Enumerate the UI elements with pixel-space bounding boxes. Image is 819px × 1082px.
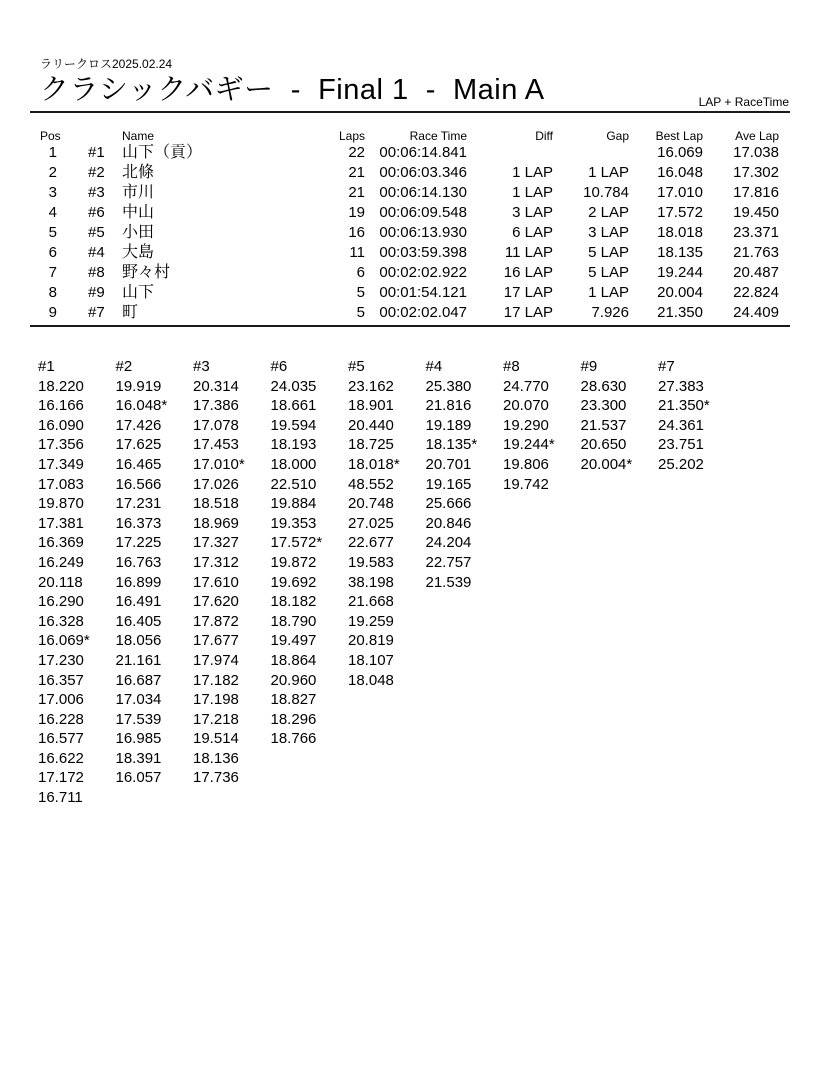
lap-time-value: 16.090 [38,416,84,434]
result-cell-pos: 5 [48,224,57,241]
lap-column [503,357,581,808]
result-cell-gap: 1 LAP [588,284,629,301]
result-cell-car: #8 [88,264,105,281]
result-cell-diff: 16 LAP [503,264,553,281]
result-cell-best-lap: 16.048 [657,164,703,181]
result-cell-gap: 2 LAP [588,204,629,221]
lap-time-value: 19.244* [503,436,555,454]
lap-time-value: 19.870 [38,495,84,513]
lap-time-value: 20.846 [425,514,472,532]
lap-time-value: 16.328 [38,612,84,630]
result-cell-laps: 6 [356,264,365,281]
lap-time-value: 19.806 [503,455,549,473]
result-cell-laps: 5 [356,284,365,301]
results-header-pos: Pos [40,129,61,143]
lap-time-value: 16.566 [115,475,162,493]
lap-time-value: 21.816 [425,397,472,415]
lap-time-value: 23.162 [348,377,394,395]
lap-time-value: 18.000 [270,455,317,473]
lap-time-value: 21.539 [425,573,472,591]
lap-time-value: 16.622 [38,749,84,767]
lap-time-value: 16.577 [38,730,84,748]
result-cell-race-time: 00:03:59.398 [379,244,467,261]
lap-time-value: 18.391 [115,749,162,767]
lap-column [193,357,271,808]
lap-time-value: 20.118 [38,573,83,591]
result-row [40,243,779,263]
lap-time-value: 16.057 [115,769,162,787]
page-title: クラシックバギー - Final 1 - Main A [40,74,545,106]
lap-time-value: 16.711 [38,789,83,807]
lap-column-car-number: #7 [658,358,675,375]
lap-time-value: 16.369 [38,534,84,552]
result-cell-ave-lap: 23.371 [733,224,779,241]
results-header-row [40,125,779,143]
result-cell-ave-lap: 19.450 [733,204,779,221]
lap-time-value: 18.135* [425,436,478,454]
result-cell-diff: 17 LAP [503,304,553,321]
result-cell-race-time: 00:06:03.346 [379,164,467,181]
lap-time-value: 17.218 [193,710,239,728]
lap-column [38,357,116,808]
result-cell-pos: 2 [48,164,57,181]
lap-time-value: 16.491 [115,593,162,611]
result-cell-car: #1 [88,144,105,161]
lap-time-value: 23.751 [658,436,704,454]
lap-time-value: 20.819 [348,632,394,650]
lap-column [658,357,736,808]
header-divider [30,111,790,113]
lap-time-value: 28.630 [580,377,627,395]
result-row [40,223,779,243]
lap-time-value: 19.189 [425,416,472,434]
results-header-car [65,125,118,143]
result-cell-car: #6 [88,204,105,221]
result-cell-diff [467,143,553,163]
result-cell-best-lap: 17.572 [657,204,703,221]
result-cell-gap: 5 LAP [588,244,629,261]
lap-time-value: 17.327 [193,534,239,552]
result-cell-race-time: 00:06:14.130 [379,184,467,201]
lap-time-value: 18.220 [38,377,84,395]
result-cell-best-lap: 17.010 [657,184,703,201]
lap-time-value: 19.583 [348,553,394,571]
lap-time-value: 17.230 [38,651,84,669]
result-cell-ave-lap: 21.763 [733,244,779,261]
lap-time-value: 19.594 [270,416,317,434]
result-cell-ave-lap: 22.824 [733,284,779,301]
result-cell-gap: 5 LAP [588,264,629,281]
lap-time-value: 24.770 [503,377,549,395]
result-cell-pos: 1 [48,144,57,161]
result-cell-car: #5 [88,224,105,241]
lap-time-value: 19.884 [270,495,317,513]
lap-time-value: 18.193 [270,436,317,454]
result-cell-ave-lap: 24.409 [733,304,779,321]
lap-time-value: 19.692 [270,573,317,591]
lap-time-value: 20.701 [425,455,472,473]
lap-time-value: 18.725 [348,436,394,454]
results-header-race-time: Race Time [409,129,467,143]
lap-time-value: 21.537 [580,416,627,434]
lap-time-value: 17.078 [193,416,239,434]
result-cell-car: #7 [88,304,105,321]
result-cell-car: #9 [88,284,105,301]
result-cell-laps: 16 [348,224,365,241]
lap-time-value: 17.620 [193,593,239,611]
result-cell-name: 町 [122,304,139,321]
lap-time-value: 17.625 [115,436,162,454]
lap-time-value: 25.380 [425,377,472,395]
result-cell-laps: 5 [356,304,365,321]
lap-column [581,357,659,808]
lap-time-value: 17.006 [38,691,84,709]
results-header-gap: Gap [606,129,629,143]
result-row [40,163,779,183]
result-cell-diff: 1 LAP [512,164,553,181]
result-cell-best-lap: 19.244 [657,264,703,281]
lap-time-value: 19.497 [270,632,317,650]
lap-time-value: 24.035 [270,377,317,395]
lap-time-value: 17.010* [193,455,245,473]
result-cell-pos: 8 [48,284,57,301]
lap-column-car-number: #8 [503,358,520,375]
lap-times-section [38,357,819,808]
lap-column [426,357,504,808]
result-row [40,183,779,203]
lap-column-car-number: #4 [425,358,443,375]
lap-time-value: 18.018* [348,455,400,473]
result-cell-diff: 1 LAP [512,184,553,201]
result-cell-car: #3 [88,184,105,201]
lap-time-value: 22.757 [425,553,472,571]
result-cell-laps: 22 [348,144,365,161]
lap-time-value: 27.025 [348,514,394,532]
result-cell-pos: 9 [48,304,57,321]
lap-time-value: 16.373 [115,514,162,532]
lap-time-value: 19.165 [425,475,472,493]
lap-time-value: 16.985 [115,730,162,748]
result-cell-gap: 1 LAP [588,164,629,181]
result-cell-race-time: 00:02:02.047 [379,304,467,321]
lap-time-value: 19.742 [503,475,549,493]
lap-time-value: 17.539 [115,710,162,728]
result-cell-car: #2 [88,164,105,181]
result-cell-gap: 10.784 [583,184,629,201]
result-cell-race-time: 00:01:54.121 [379,284,467,301]
lap-column-car-number: #9 [580,358,598,375]
result-cell-gap [553,143,629,163]
result-cell-race-time: 00:06:13.930 [379,224,467,241]
lap-time-value: 18.136 [193,749,239,767]
result-cell-laps: 11 [349,244,365,261]
lap-time-value: 17.572* [270,534,323,552]
lap-time-value: 20.314 [193,377,239,395]
lap-column-car-number: #5 [348,358,365,375]
results-header-ave-lap: Ave Lap [735,129,779,143]
timing-mode-label: LAP + RaceTime [698,95,789,109]
lap-time-value: 17.034 [115,691,162,709]
lap-time-value: 20.004* [580,455,633,473]
lap-time-value: 16.687 [115,671,162,689]
result-cell-name: 市川 [122,184,155,201]
result-cell-best-lap: 20.004 [657,284,703,301]
lap-time-value: 17.312 [193,553,239,571]
result-cell-ave-lap: 17.816 [733,184,779,201]
lap-time-value: 17.610 [193,573,239,591]
lap-time-value: 21.350* [658,397,710,415]
lap-time-value: 18.296 [270,710,317,728]
lap-time-value: 18.661 [270,397,317,415]
results-table [40,125,779,323]
lap-time-value: 19.919 [115,377,162,395]
lap-time-value: 16.405 [115,612,162,630]
result-cell-diff: 6 LAP [512,224,553,241]
lap-time-value: 17.356 [38,436,84,454]
lap-time-value: 18.518 [193,495,239,513]
lap-time-value: 17.426 [115,416,162,434]
lap-time-value: 16.357 [38,671,84,689]
lap-column [116,357,194,808]
result-row [40,263,779,283]
lap-time-value: 17.381 [38,514,84,532]
lap-time-value: 18.864 [270,651,317,669]
lap-column-car-number: #2 [115,358,133,375]
result-row [40,203,779,223]
result-cell-pos: 3 [48,184,57,201]
results-bottom-divider [30,325,790,327]
result-cell-best-lap: 21.350 [657,304,703,321]
result-cell-best-lap: 18.135 [657,244,703,261]
lap-time-value: 17.225 [115,534,162,552]
result-cell-race-time: 00:06:14.841 [379,144,467,161]
result-cell-diff: 3 LAP [512,204,553,221]
lap-time-value: 17.386 [193,397,239,415]
lap-time-value: 20.650 [580,436,627,454]
lap-time-value: 19.514 [193,730,239,748]
result-cell-name: 大島 [122,244,155,261]
result-cell-ave-lap: 20.487 [733,264,779,281]
lap-time-value: 27.383 [658,377,704,395]
result-cell-name: 野々村 [122,264,171,281]
result-cell-diff: 17 LAP [503,284,553,301]
lap-time-value: 17.677 [193,632,239,650]
lap-time-value: 17.198 [193,691,239,709]
lap-time-value: 20.960 [270,671,317,689]
result-cell-ave-lap: 17.038 [733,144,779,161]
lap-time-value: 23.300 [580,397,627,415]
lap-time-value: 16.166 [38,397,84,415]
title-row [40,71,789,111]
result-cell-laps: 21 [348,164,365,181]
lap-time-value: 20.440 [348,416,394,434]
lap-time-value: 16.465 [115,455,162,473]
lap-time-value: 16.290 [38,593,84,611]
lap-time-value: 17.872 [193,612,239,630]
lap-time-value: 17.026 [193,475,239,493]
result-cell-car: #4 [88,244,105,261]
result-cell-pos: 4 [48,204,57,221]
lap-time-value: 19.872 [270,553,317,571]
lap-time-value: 22.510 [270,475,317,493]
lap-time-value: 24.361 [658,416,704,434]
lap-time-value: 16.249 [38,553,84,571]
result-cell-ave-lap: 17.302 [733,164,779,181]
results-table-head [40,125,779,143]
result-cell-pos: 7 [48,264,57,281]
lap-time-value: 21.668 [348,593,394,611]
results-header-diff: Diff [535,129,553,143]
lap-column [271,357,349,808]
result-cell-gap: 7.926 [591,304,629,321]
lap-time-value: 17.182 [193,671,239,689]
result-cell-name: 小田 [122,224,155,241]
result-cell-name: 山下（貢） [122,144,203,161]
lap-time-value: 18.107 [348,651,394,669]
result-cell-laps: 21 [348,184,365,201]
lap-time-value: 18.182 [270,593,317,611]
results-table-body [40,143,779,323]
lap-time-value: 22.677 [348,534,394,552]
lap-time-value: 19.259 [348,612,394,630]
lap-time-value: 18.766 [270,730,317,748]
lap-time-value: 16.899 [115,573,162,591]
lap-time-value: 18.048 [348,671,394,689]
lap-time-value: 17.083 [38,475,84,493]
lap-time-value: 48.552 [348,475,394,493]
result-cell-name: 中山 [122,204,155,221]
lap-time-value: 20.748 [348,495,394,513]
event-date-label: ラリークロス2025.02.24 [40,57,173,71]
lap-time-value: 20.070 [503,397,549,415]
results-header-laps: Laps [338,129,365,143]
lap-time-value: 18.969 [193,514,239,532]
lap-time-value: 17.453 [193,436,239,454]
result-cell-name: 北條 [122,164,155,181]
lap-time-value: 16.069* [38,632,90,650]
lap-time-value: 17.231 [115,495,162,513]
lap-column-car-number: #1 [38,358,55,375]
lap-time-value: 25.666 [425,495,472,513]
lap-time-value: 21.161 [115,651,162,669]
result-cell-diff: 11 LAP [504,244,553,261]
result-cell-pos: 6 [48,244,57,261]
result-cell-race-time: 00:02:02.922 [379,264,467,281]
result-row [40,283,779,303]
lap-time-value: 17.736 [193,769,239,787]
lap-time-value: 17.974 [193,651,239,669]
lap-time-value: 16.763 [115,553,162,571]
lap-column [348,357,426,808]
results-header-name: Name [122,129,155,143]
lap-column-car-number: #3 [193,358,210,375]
lap-time-value: 25.202 [658,455,704,473]
lap-time-value: 17.172 [38,769,84,787]
result-row [40,143,779,163]
lap-time-value: 18.056 [115,632,162,650]
result-cell-best-lap: 18.018 [657,224,703,241]
lap-time-value: 18.827 [270,691,317,709]
lap-time-value: 16.228 [38,710,84,728]
result-cell-best-lap: 16.069 [657,144,703,161]
result-cell-race-time: 00:06:09.548 [379,204,467,221]
result-row [40,303,779,323]
lap-time-value: 18.901 [348,397,394,415]
lap-time-value: 16.048* [115,397,168,415]
lap-time-value: 17.349 [38,455,84,473]
lap-time-value: 19.290 [503,416,549,434]
timing-results-sheet [0,58,819,1082]
lap-time-value: 38.198 [348,573,394,591]
results-header-best-lap: Best Lap [655,129,703,143]
result-cell-laps: 19 [348,204,365,221]
result-cell-name: 山下 [122,284,155,301]
lap-column-car-number: #6 [270,358,288,375]
result-cell-gap: 3 LAP [588,224,629,241]
lap-time-value: 24.204 [425,534,472,552]
lap-time-value: 19.353 [270,514,317,532]
lap-time-value: 18.790 [270,612,317,630]
